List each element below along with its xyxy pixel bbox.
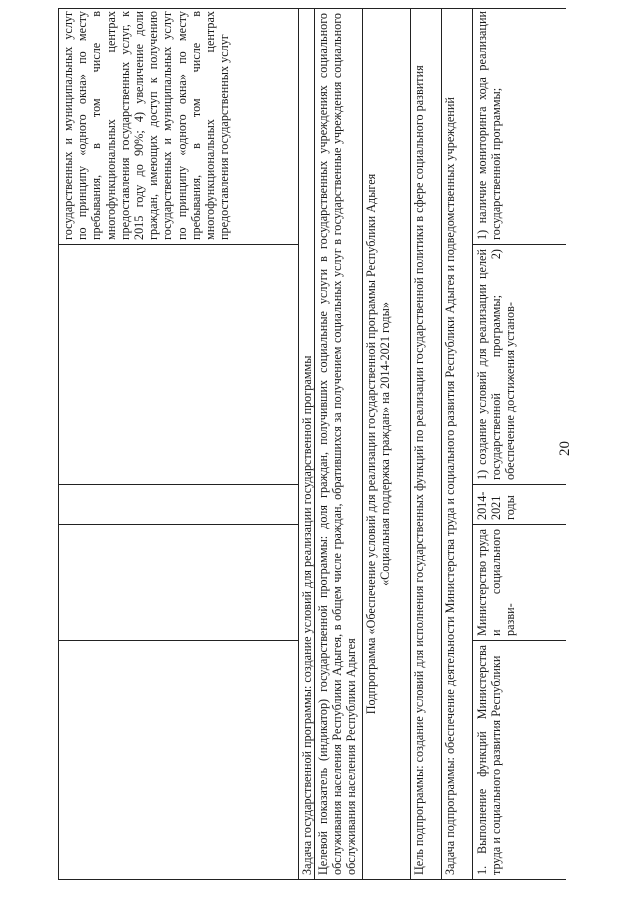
- subprogram-title-line2: «Социальная поддержка граждан» на 2014-2021 годы»: [378, 302, 393, 586]
- table-row-continuation: [58, 9, 298, 879]
- activity-name-cell: [473, 641, 566, 879]
- continuation-text: государственных и муниципальных услуг по принципу «одного окна» по месту пребывания, в том числе в многофункциональных центрах предоставления государственных услуг, к 2015 году до 90%; 4) увеличение доли граждан, имеющих доступ к получению государственных и муниципальных услуг по принципу «одного окна» по месту пребывания, в том числе в многофункциональных центрах предоставления государственных услуг: [61, 11, 232, 240]
- table-cell-col2: [59, 525, 298, 641]
- page-number: 20: [557, 441, 573, 456]
- subprogram-title-line1: Подпрограмма «Обеспечение условий для реализации государственной программы Республики Адыгея: [364, 173, 378, 715]
- rotated-page-content: [58, 8, 566, 880]
- table-cell-col5: [59, 245, 298, 485]
- indicator-link-cell: [473, 7, 566, 245]
- indicator-row: [314, 9, 362, 879]
- subprogram-row: [362, 9, 410, 879]
- executor-text: Министерство труда и социального разви-: [475, 529, 518, 636]
- table-cell-col1: [59, 641, 298, 879]
- indicator-text: Целевой показатель (индикатор) государственной программы: доля граждан, получивших социальные услуги в государственных учреждениях социального обслуживания населения Республики Адыгея, в общем числе граждан, обратившихся за получением социальных услуг в государственные учреждения социального обслуживания населения Республики Адыгея: [316, 13, 359, 875]
- period-cell: [473, 485, 566, 525]
- indicator-link-text: 1) наличие мониторинга хода реализации государственной программы;: [475, 11, 504, 240]
- activity-name-text: 1. Выполнение функций Министерства труда и социального развития Республики: [475, 645, 504, 875]
- expected-result-cell: [473, 245, 566, 485]
- executor-cell: [473, 525, 566, 641]
- expected-result-text: 1) создание условий для реализации целей государственной программы; 2) обеспечение достижения установ-: [475, 249, 518, 480]
- table-cell-col6: [59, 7, 298, 245]
- subprogram-goal-row: [410, 9, 441, 879]
- period-text: 2014-2021 годы: [475, 491, 518, 520]
- subprogram-goal-text: Цель подпрограммы: создание условий для исполнения государственных функций по реализации государственной политики в сфере социального развития: [412, 65, 426, 875]
- task-row: [298, 9, 314, 879]
- program-table: [58, 8, 566, 880]
- subprogram-task-row: [441, 9, 472, 879]
- table-cell-col3: [59, 485, 298, 525]
- subprogram-task-text: Задача подпрограммы: обеспечение деятельности Министерства труда и социального развития Республики Адыгея и подведомственных учреждений: [443, 97, 457, 875]
- table-row-activity-1: [472, 9, 566, 879]
- task-text: Задача государственной программы: создание условий для реализации государственной программы: [300, 355, 314, 875]
